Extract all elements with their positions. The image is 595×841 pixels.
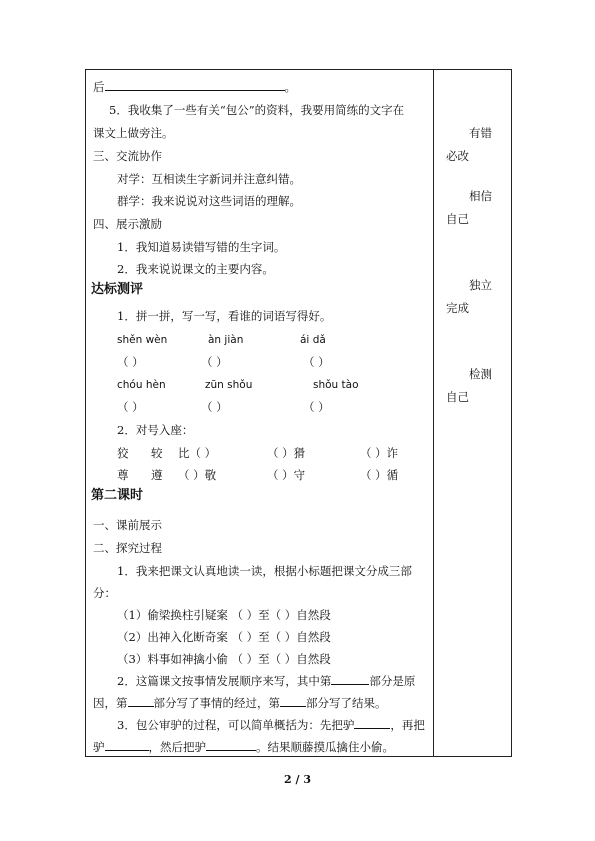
section4-item1: 1．我知道易读错写错的生字词。 bbox=[117, 240, 286, 254]
pinyin-3: ái dǎ bbox=[300, 334, 326, 346]
section3-title: 三、交流协作 bbox=[93, 149, 162, 163]
p3-text-d: ，然后把驴 bbox=[148, 740, 206, 754]
section4-item2: 2．我来说说课文的主要内容。 bbox=[117, 262, 274, 276]
text-hou: 后 bbox=[93, 80, 105, 94]
p3-text-c: 驴 bbox=[93, 740, 105, 754]
side-note-1a: 有错 bbox=[469, 126, 492, 140]
pinyin-4: chóu hèn bbox=[117, 379, 166, 391]
side-note-2b: 自己 bbox=[446, 212, 469, 226]
blank-line bbox=[280, 696, 306, 707]
char-row2-d: （ ）守 bbox=[267, 468, 306, 482]
char-row1-d: （ ）猾 bbox=[267, 446, 306, 460]
test-q1: 1．拼一拼，写一写，看谁的词语写得好。 bbox=[117, 309, 332, 323]
pinyin-1: shěn wèn bbox=[117, 334, 168, 346]
side-note-1b: 必改 bbox=[446, 149, 469, 163]
blank-line bbox=[354, 718, 390, 729]
answer-box-4: （ ） bbox=[117, 400, 144, 414]
blank-line bbox=[105, 740, 149, 751]
blank-line bbox=[206, 740, 256, 751]
p2-line1 bbox=[117, 674, 415, 688]
p2-text-d: 部分写了事情的经过，第 bbox=[153, 696, 280, 710]
side-note-3b: 完成 bbox=[446, 301, 469, 315]
test-q2: 2．对号入座： bbox=[117, 423, 194, 437]
item5-line2: 课文上做旁注。 bbox=[93, 126, 174, 140]
side-note-4b: 自己 bbox=[446, 390, 469, 404]
p3-line1 bbox=[117, 718, 425, 732]
lesson2-s1: 一、课前展示 bbox=[93, 518, 162, 532]
char-row1-b: 较 bbox=[151, 446, 163, 460]
group-study: 群学：我来说说对这些词语的理解。 bbox=[117, 194, 301, 208]
pinyin-2: àn jiàn bbox=[208, 334, 244, 346]
side-note-3a: 独立 bbox=[469, 278, 492, 292]
pinyin-5: zūn shǒu bbox=[205, 379, 253, 391]
lesson2-heading: 第二课时 bbox=[91, 488, 144, 503]
test-heading: 达标测评 bbox=[91, 282, 144, 297]
p2-text-a: 2．这篇课文按事情发展顺序来写，其中第 bbox=[117, 674, 332, 688]
p2-line2 bbox=[93, 696, 387, 710]
answer-box-5: （ ） bbox=[201, 400, 228, 414]
char-row2-a: 尊 bbox=[117, 468, 129, 482]
p2-text-c: 因，第 bbox=[93, 696, 128, 710]
blank-line bbox=[105, 80, 285, 91]
answer-box-2: （ ） bbox=[201, 355, 228, 369]
text-dot: 。 bbox=[284, 80, 296, 94]
blank-line bbox=[128, 696, 154, 707]
char-row2-b: 遵 bbox=[151, 468, 163, 482]
part-2: （2）出神入化断奇案 （ ）至（ ）自然段 bbox=[117, 630, 331, 644]
char-row2-e: （ ）循 bbox=[360, 468, 399, 482]
p3-text-b: ，再把 bbox=[390, 718, 425, 732]
p2-text-b: 部分是原 bbox=[369, 674, 416, 688]
part-3: （3）料事如神擒小偷 （ ）至（ ）自然段 bbox=[117, 652, 331, 666]
line-hou bbox=[93, 80, 296, 94]
page-number: 2 / 3 bbox=[284, 773, 311, 786]
char-row1-e: （ ）诈 bbox=[360, 446, 399, 460]
char-row1-c: 比（ ） bbox=[178, 446, 217, 460]
p1-line2: 分： bbox=[93, 586, 116, 600]
column-divider bbox=[433, 69, 434, 757]
char-row1-a: 狡 bbox=[117, 446, 129, 460]
answer-box-6: （ ） bbox=[303, 400, 330, 414]
side-note-2a: 相信 bbox=[469, 189, 492, 203]
p2-text-e: 部分写了结果。 bbox=[306, 696, 387, 710]
p3-line2 bbox=[93, 740, 394, 754]
lesson2-s2: 二、探究过程 bbox=[93, 541, 162, 555]
p3-text-e: 。结果顺藤摸瓜擒住小偷。 bbox=[256, 740, 394, 754]
answer-box-3: （ ） bbox=[303, 355, 330, 369]
pinyin-6: shǒu tào bbox=[313, 379, 359, 391]
side-note-4a: 检测 bbox=[469, 367, 492, 381]
pair-study: 对学：互相读生字新词并注意纠错。 bbox=[117, 172, 301, 186]
section4-title: 四、展示激励 bbox=[93, 217, 162, 231]
char-row2-c: （ ）敬 bbox=[178, 468, 217, 482]
item5-line1: 5．我收集了一些有关“包公”的资料，我要用简练的文字在 bbox=[109, 103, 405, 117]
part-1: （1）偷梁换柱引疑案 （ ）至（ ）自然段 bbox=[117, 608, 331, 622]
blank-line bbox=[331, 674, 369, 685]
answer-box-1: （ ） bbox=[117, 355, 144, 369]
p3-text-a: 3．包公审驴的过程，可以简单概括为：先把驴 bbox=[117, 718, 355, 732]
p1-line1: 1．我来把课文认真地读一读，根据小标题把课文分成三部 bbox=[117, 564, 412, 578]
